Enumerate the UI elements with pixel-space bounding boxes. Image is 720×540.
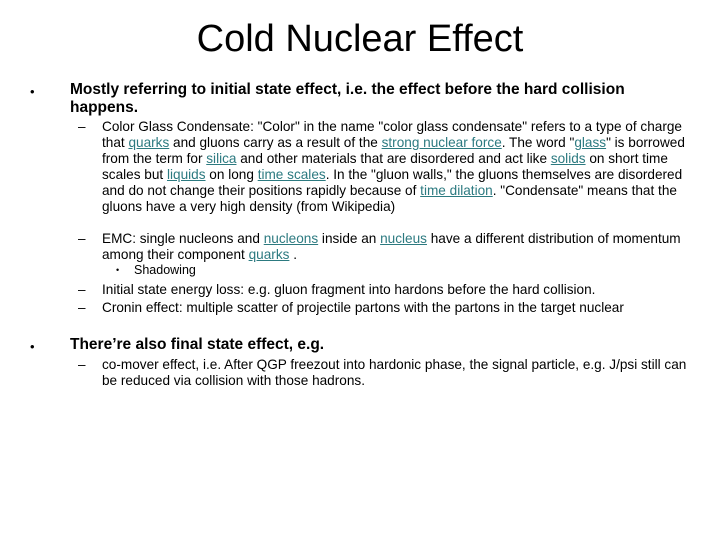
hyperlink[interactable]: strong nuclear force [381,135,502,150]
text-run: inside an [318,231,381,246]
text-run: have a different distribution of momentum among their component [102,231,681,262]
text-run: on long [205,167,258,182]
text-run: and other materials that are disordered and act like [236,151,551,166]
slide-title: Cold Nuclear Effect [196,18,524,60]
dash: – [78,300,86,315]
dash: – [78,357,86,372]
bullet: • [116,265,120,275]
text-run: . In the "gluon walls," the gluons themselves are disordered and do not change their positions rapidly because of [102,167,683,198]
hyperlink[interactable]: nucleus [380,231,427,246]
hyperlink[interactable]: quarks [128,135,170,150]
bullet-final-state: There’re also final state effect, e.g. [70,336,325,353]
text-run: EMC: single nucleons and [102,231,264,246]
hyperlink[interactable]: time scales [257,167,326,182]
sub-sub-item-shadowing: Shadowing [134,263,196,277]
text-run: . The word " [501,135,575,150]
sub-item-color-glass-condensate [102,119,697,215]
hyperlink[interactable]: silica [206,151,237,166]
text-run: Color Glass Condensate: "Color" in the name "color glass condensate" refers to a type of charge that [102,119,682,150]
hyperlink[interactable]: quarks [248,247,290,262]
hyperlink[interactable]: solids [550,151,586,166]
bullet-initial-state: Mostly referring to initial state effect, i.e. the effect before the hard collision happens. [70,81,625,116]
dash: – [78,119,86,134]
hyperlink[interactable]: time dilation [420,183,493,198]
sub-item-cronin-effect: Cronin effect: multiple scatter of projectile partons with the partons in the target nuclear [102,300,624,315]
text-run: . "Condensate" means that the gluons have a very high density (from Wikipedia) [102,183,677,214]
dash: – [78,231,86,246]
sub-item-initial-energy-loss: Initial state energy loss: e.g. gluon fragment into hardons before the hard collision. [102,282,596,297]
text-run: on short time scales but [102,151,668,182]
text-run: " is borrowed from the term for [102,135,685,166]
hyperlink[interactable]: glass [574,135,607,150]
hyperlink[interactable]: liquids [166,167,206,182]
hyperlink[interactable]: nucleons [263,231,319,246]
bullet: • [30,84,35,99]
dash: – [78,282,86,297]
text-run: and gluons carry as a result of the [169,135,382,150]
text-run: . [289,247,297,262]
sub-item-emc [102,231,697,263]
sub-item-co-mover: co-mover effect, i.e. After QGP freezout into hardonic phase, the signal particle, e.g. J/psi still can be reduced via collision with those hadrons. [102,357,687,388]
bullet: • [30,339,35,354]
